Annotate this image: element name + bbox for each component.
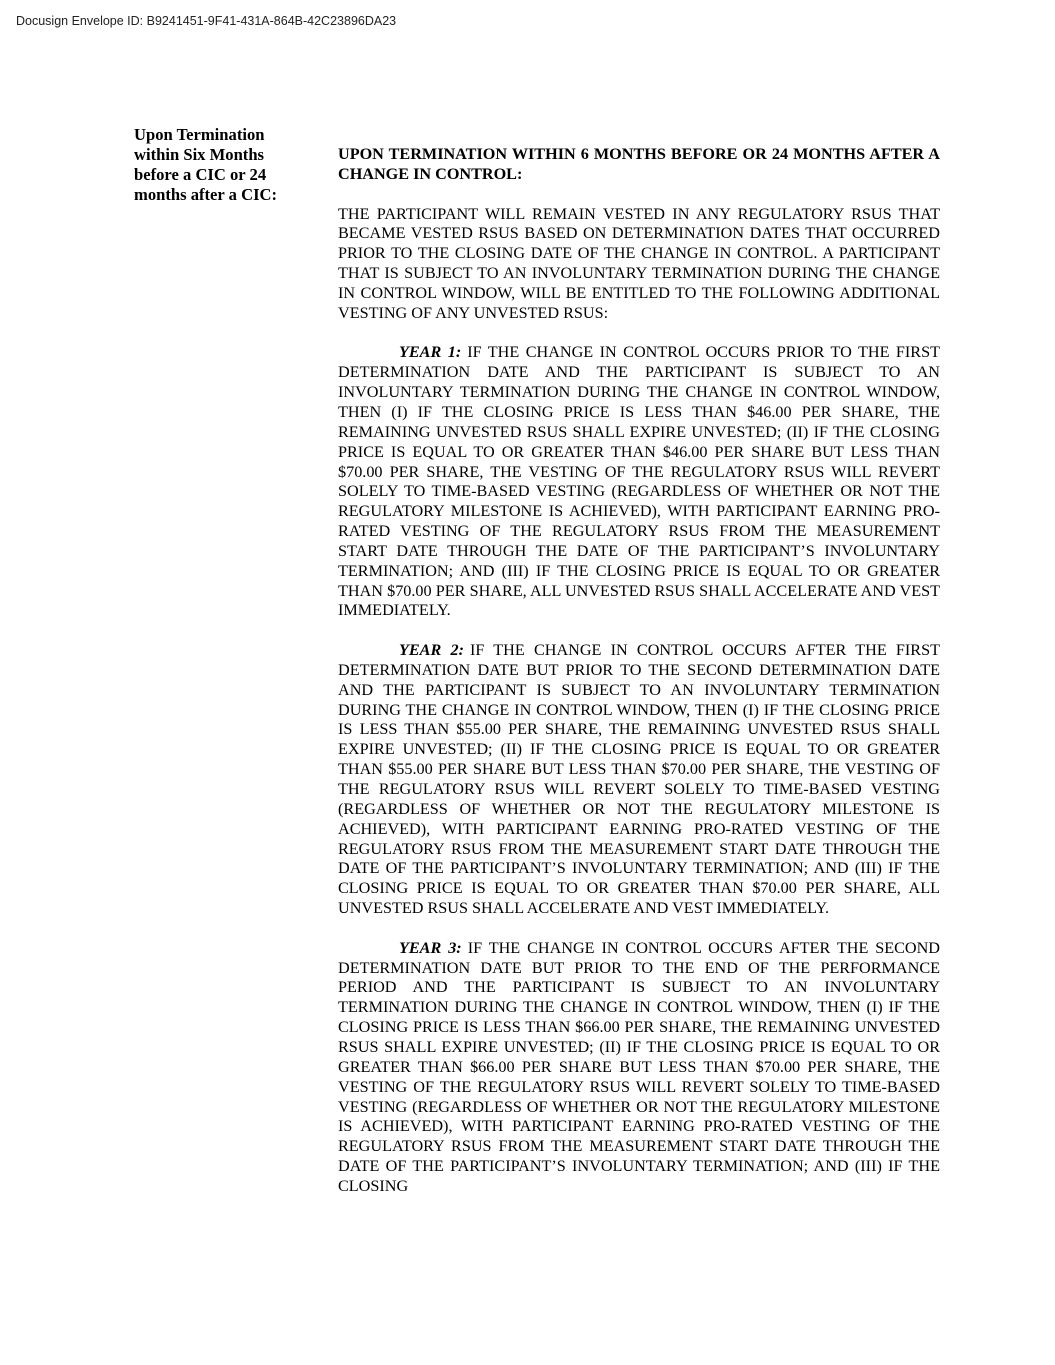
year-2-paragraph <box>338 641 940 919</box>
side-heading-line: within Six Months <box>134 144 265 164</box>
year-1-paragraph <box>338 343 940 621</box>
year-1-text: IF THE CHANGE IN CONTROL OCCURS PRIOR TO THE FIRST DETERMINATION DATE AND THE PARTICIPANT IS SUBJECT TO AN INVOLUNTARY TERMINATION DURING THE CHANGE IN CONTROL WINDOW, THEN (I) IF THE CLOSING PRICE IS LESS THAN $46.00 PER SHARE, THE REMAINING UNVESTED RSUS SHALL EXPIRE UNVESTED; (II) IF THE CLOSING PRICE IS EQUAL TO OR GREATER THAN $46.00 PER SHARE BUT LESS THAN $70.00 PER SHARE, THE VESTING OF THE REGULATORY RSUS WILL REVERT SOLELY TO TIME-BASED VESTING (REGARDLESS OF WHETHER OR NOT THE REGULATORY MILESTONE IS ACHIEVED), WITH PARTICIPANT EARNING PRO-RATED VESTING OF THE REGULATORY RSUS FROM THE MEASUREMENT START DATE THROUGH THE DATE OF THE PARTICIPANT’S INVOLUNTARY TERMINATION; AND (III) IF THE CLOSING PRICE IS EQUAL TO OR GREATER THAN $70.00 PER SHARE, ALL UNVESTED RSUS SHALL ACCELERATE AND VEST IMMEDIATELY. <box>338 343 940 620</box>
side-heading-line: before a CIC or 24 <box>134 164 267 184</box>
intro-paragraph: THE PARTICIPANT WILL REMAIN VESTED IN ANY REGULATORY RSUS THAT BECAME VESTED RSUS BASED ON DETERMINATION DATES THAT OCCURRED PRIOR TO THE CLOSING DATE OF THE CHANGE IN CONTROL. A PARTICIPANT THAT IS SUBJECT TO AN INVOLUNTARY TERMINATION DURING THE CHANGE IN CONTROL WINDOW, WILL BE ENTITLED TO THE FOLLOWING ADDITIONAL VESTING OF ANY UNVESTED RSUS: <box>338 204 940 322</box>
year-3-text: IF THE CHANGE IN CONTROL OCCURS AFTER THE SECOND DETERMINATION DATE BUT PRIOR TO THE END OF THE PERFORMANCE PERIOD AND THE PARTICIPANT IS SUBJECT TO AN INVOLUNTARY TERMINATION DURING THE CHANGE IN CONTROL WINDOW, THEN (I) IF THE CLOSING PRICE IS LESS THAN $66.00 PER SHARE, THE REMAINING UNVESTED RSUS SHALL EXPIRE UNVESTED; (II) IF THE CLOSING PRICE IS EQUAL TO OR GREATER THAN $66.00 PER SHARE BUT LESS THAN $70.00 PER SHARE, THE VESTING OF THE REGULATORY RSUS WILL REVERT SOLELY TO TIME-BASED VESTING (REGARDLESS OF WHETHER OR NOT THE REGULATORY MILESTONE IS ACHIEVED), WITH PARTICIPANT EARNING PRO-RATED VESTING OF THE REGULATORY RSUS FROM THE MEASUREMENT START DATE THROUGH THE DATE OF THE PARTICIPANT’S INVOLUNTARY TERMINATION; AND (III) IF THE CLOSING <box>338 938 941 1195</box>
envelope-id: Docusign Envelope ID: B9241451-9F41-431A-864B-42C23896DA23 <box>16 14 397 28</box>
side-heading <box>134 125 294 205</box>
side-heading-line: Upon Termination <box>134 125 265 144</box>
year-3-label: YEAR 3: <box>399 938 462 957</box>
side-heading-line: months after a CIC: <box>134 184 278 204</box>
section-heading: UPON TERMINATION WITHIN 6 MONTHS BEFORE OR 24 MONTHS AFTER A CHANGE IN CONTROL: <box>338 145 940 183</box>
year-2-label: YEAR 2: <box>399 641 464 660</box>
main-content <box>338 145 940 1217</box>
year-1-label: YEAR 1: <box>399 343 462 362</box>
year-3-paragraph <box>338 939 940 1197</box>
year-2-text: IF THE CHANGE IN CONTROL OCCURS AFTER THE FIRST DETERMINATION DATE BUT PRIOR TO THE SECOND DETERMINATION DATE AND THE PARTICIPANT IS SUBJECT TO AN INVOLUNTARY TERMINATION DURING THE CHANGE IN CONTROL WINDOW, THEN (I) IF THE CLOSING PRICE IS LESS THAN $55.00 PER SHARE, THE REMAINING UNVESTED RSUS SHALL EXPIRE UNVESTED; (II) IF THE CLOSING PRICE IS EQUAL TO OR GREATER THAN $55.00 PER SHARE BUT LESS THAN $70.00 PER SHARE, THE VESTING OF THE REGULATORY RSUS WILL REVERT SOLELY TO TIME-BASED VESTING (REGARDLESS OF WHETHER OR NOT THE REGULATORY MILESTONE IS ACHIEVED), WITH PARTICIPANT EARNING PRO-RATED VESTING OF THE REGULATORY RSUS FROM THE MEASUREMENT START DATE THROUGH THE DATE OF THE PARTICIPANT’S INVOLUNTARY TERMINATION; AND (III) IF THE CLOSING PRICE IS EQUAL TO OR GREATER THAN $70.00 PER SHARE, ALL UNVESTED RSUS SHALL ACCELERATE AND VEST IMMEDIATELY. <box>338 641 940 918</box>
